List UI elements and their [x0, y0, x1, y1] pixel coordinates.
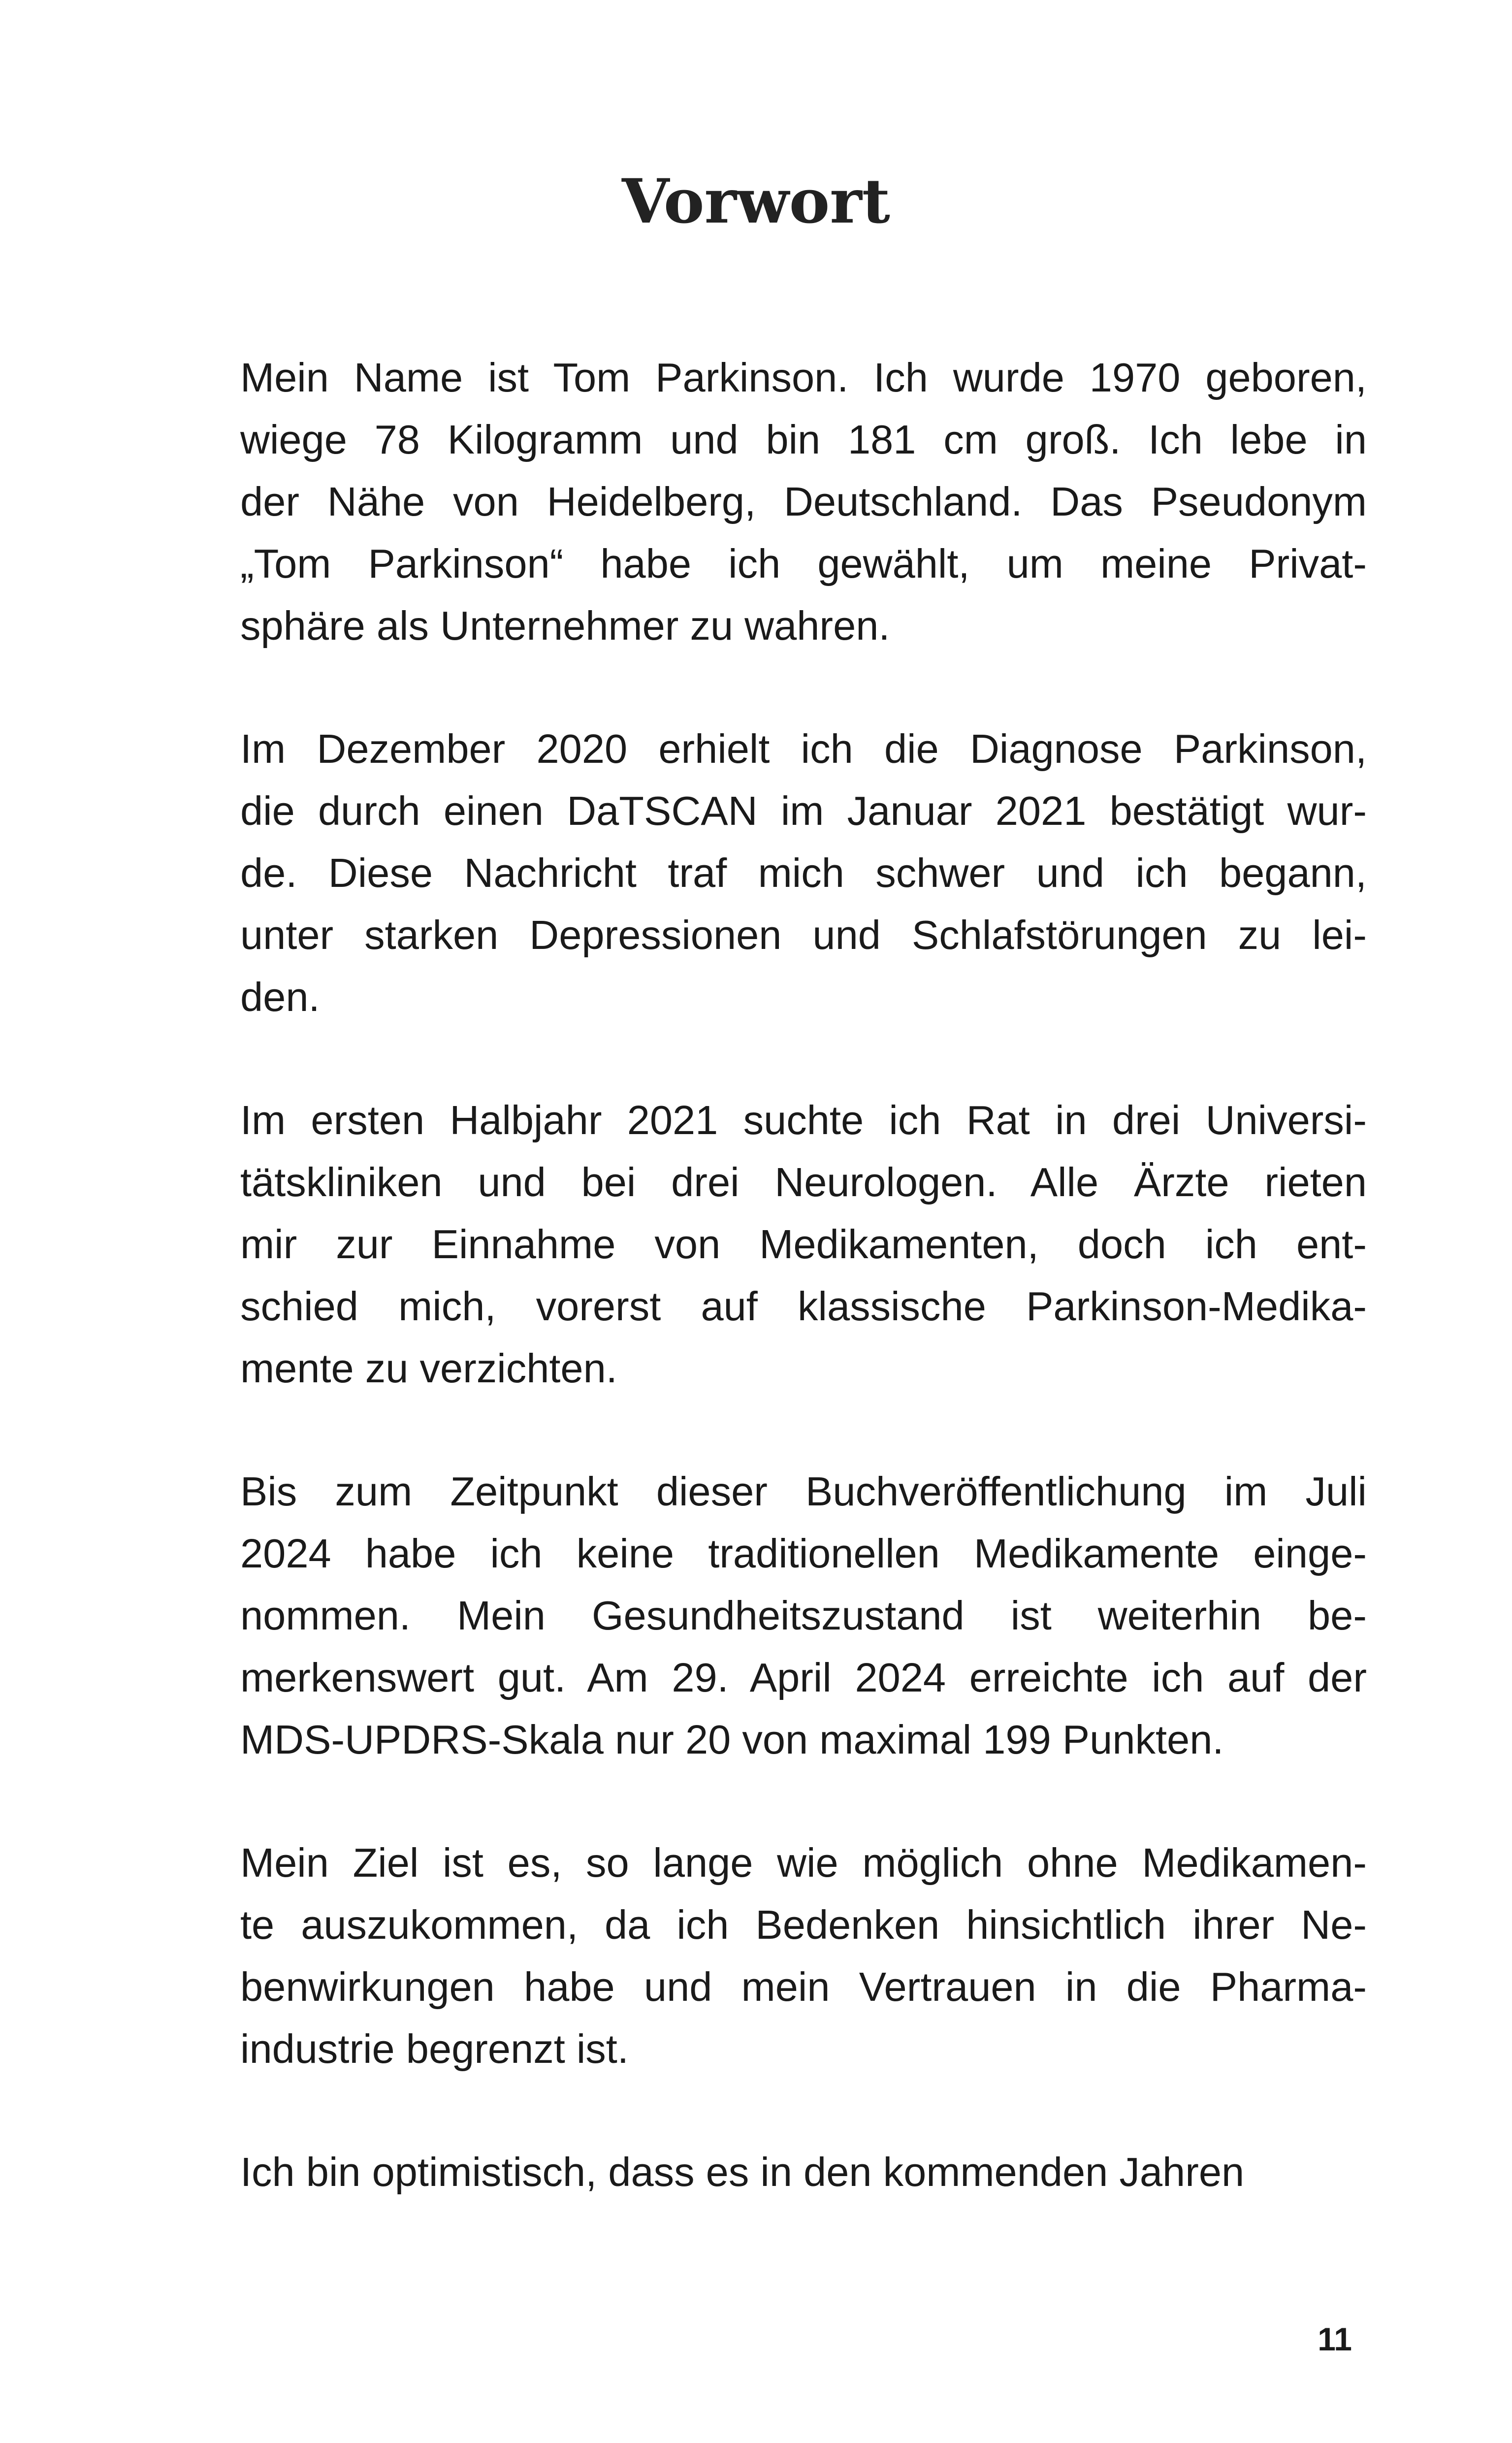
- text-line: wiege 78 Kilogramm und bin 181 cm groß. Ich lebe in: [240, 417, 1367, 462]
- text-line: unter starken Depressionen und Schlafstörungen zu lei-: [240, 912, 1367, 958]
- text-line: Mein Ziel ist es, so lange wie möglich ohne Medikamen-: [240, 1840, 1367, 1886]
- text-line: Im ersten Halbjahr 2021 suchte ich Rat in drei Universi-: [240, 1097, 1367, 1143]
- text-line: Mein Name ist Tom Parkinson. Ich wurde 1970 geboren,: [240, 355, 1367, 400]
- paragraph-5: [240, 1832, 1367, 2080]
- text-line: MDS-UPDRS-Skala nur 20 von maximal 199 Punkten.: [240, 1717, 1224, 1762]
- paragraph-6: [240, 2141, 1367, 2203]
- text-line: mente zu verzichten.: [240, 1345, 617, 1391]
- text-line: „Tom Parkinson“ habe ich gewählt, um meine Privat-: [240, 541, 1367, 586]
- text-line: nommen. Mein Gesundheitszustand ist weiterhin be-: [240, 1593, 1367, 1638]
- text-line: die durch einen DaTSCAN im Januar 2021 bestätigt wur-: [240, 788, 1367, 834]
- paragraph-4: [240, 1461, 1367, 1771]
- text-line: Im Dezember 2020 erhielt ich die Diagnose Parkinson,: [240, 726, 1367, 772]
- paragraph-2: [240, 718, 1367, 1028]
- text-line: Bis zum Zeitpunkt dieser Buchveröffentlichung im Juli: [240, 1468, 1367, 1514]
- text-line: merkenswert gut. Am 29. April 2024 erreichte ich auf der: [240, 1655, 1367, 1700]
- paragraph-1: [240, 347, 1367, 657]
- text-line: benwirkungen habe und mein Vertrauen in die Pharma-: [240, 1964, 1367, 2010]
- text-line: te auszukommen, da ich Bedenken hinsichtlich ihrer Ne-: [240, 1902, 1367, 1948]
- text-line: der Nähe von Heidelberg, Deutschland. Das Pseudonym: [240, 479, 1367, 524]
- text-line: schied mich, vorerst auf klassische Parkinson-Medika-: [240, 1283, 1367, 1329]
- text-line: industrie begrenzt ist.: [240, 2026, 629, 2072]
- text-line: den.: [240, 974, 320, 1020]
- text-line: de. Diese Nachricht traf mich schwer und ich begann,: [240, 850, 1367, 896]
- text-line: tätskliniken und bei drei Neurologen. Alle Ärzte rieten: [240, 1159, 1367, 1205]
- page-number: 11: [1318, 2321, 1352, 2357]
- text-line: mir zur Einnahme von Medikamenten, doch ich ent-: [240, 1221, 1367, 1267]
- text-line: Ich bin optimistisch, dass es in den kommenden Jahren: [240, 2149, 1245, 2195]
- page-title: Vorwort: [622, 166, 890, 237]
- text-line: sphäre als Unternehmer zu wahren.: [240, 603, 890, 649]
- paragraph-3: [240, 1089, 1367, 1400]
- text-line: 2024 habe ich keine traditionellen Medikamente einge-: [240, 1531, 1367, 1576]
